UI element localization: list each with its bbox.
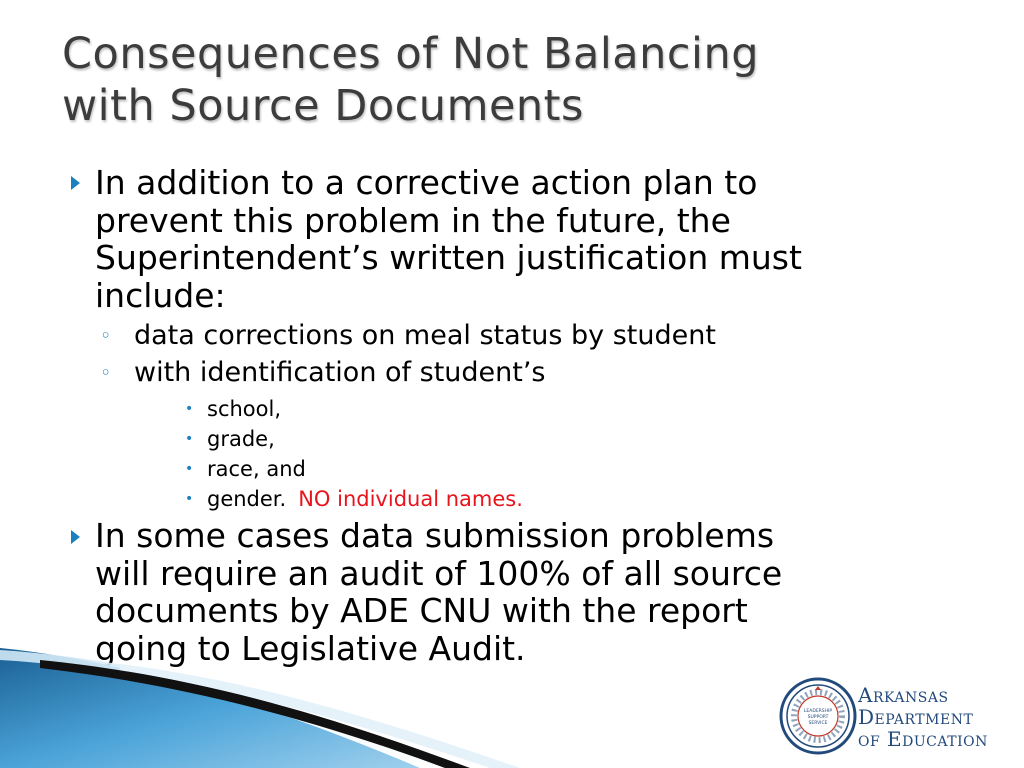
svg-text:SUPPORT: SUPPORT (807, 715, 829, 720)
svg-text:SERVICE: SERVICE (808, 721, 828, 726)
sub-sub-bullet-item: grade, (207, 427, 275, 451)
small-dot-icon: • (185, 431, 194, 447)
bullet-line: will require an audit of 100% of all source (95, 553, 783, 593)
sub-bullet-item: with identification of student’s (134, 357, 546, 388)
svg-text:LEADERSHIP: LEADERSHIP (803, 709, 833, 714)
sub-bullet-item: data corrections on meal status by student (134, 320, 716, 351)
small-dot-icon: • (185, 491, 194, 507)
highlight-text: NO individual names. (298, 487, 523, 511)
small-dot-icon: • (185, 401, 194, 417)
bullet-line: Superintendent’s written justification must (95, 238, 802, 277)
hollow-circle-icon: ◦ (100, 325, 112, 347)
logo-wordmark (858, 684, 988, 750)
logo-name-line: of Education (858, 727, 988, 751)
title-line: with Source Documents (62, 81, 584, 131)
bullet-line: include: (95, 275, 226, 315)
hollow-circle-icon: ◦ (100, 362, 112, 384)
sub-sub-bullet-text: gender. (207, 487, 287, 511)
sub-sub-bullet-item: school, (207, 397, 282, 421)
bullet-line: In some cases data submission problems (95, 516, 775, 555)
logo-name-line: Department (858, 705, 974, 729)
bullet-line: documents by ADE CNU with the report (95, 591, 748, 630)
bullet-line: prevent this problem in the future, the (95, 200, 731, 240)
logo-name-line: Arkansas (858, 683, 949, 707)
sub-sub-bullet-item: race, and (207, 457, 306, 481)
bullet-line: In addition to a corrective action plan to (95, 163, 758, 202)
small-dot-icon: • (185, 461, 194, 477)
bullet-line: going to Legislative Audit. (95, 628, 526, 668)
title-line: Consequences of Not Balancing (62, 29, 760, 79)
